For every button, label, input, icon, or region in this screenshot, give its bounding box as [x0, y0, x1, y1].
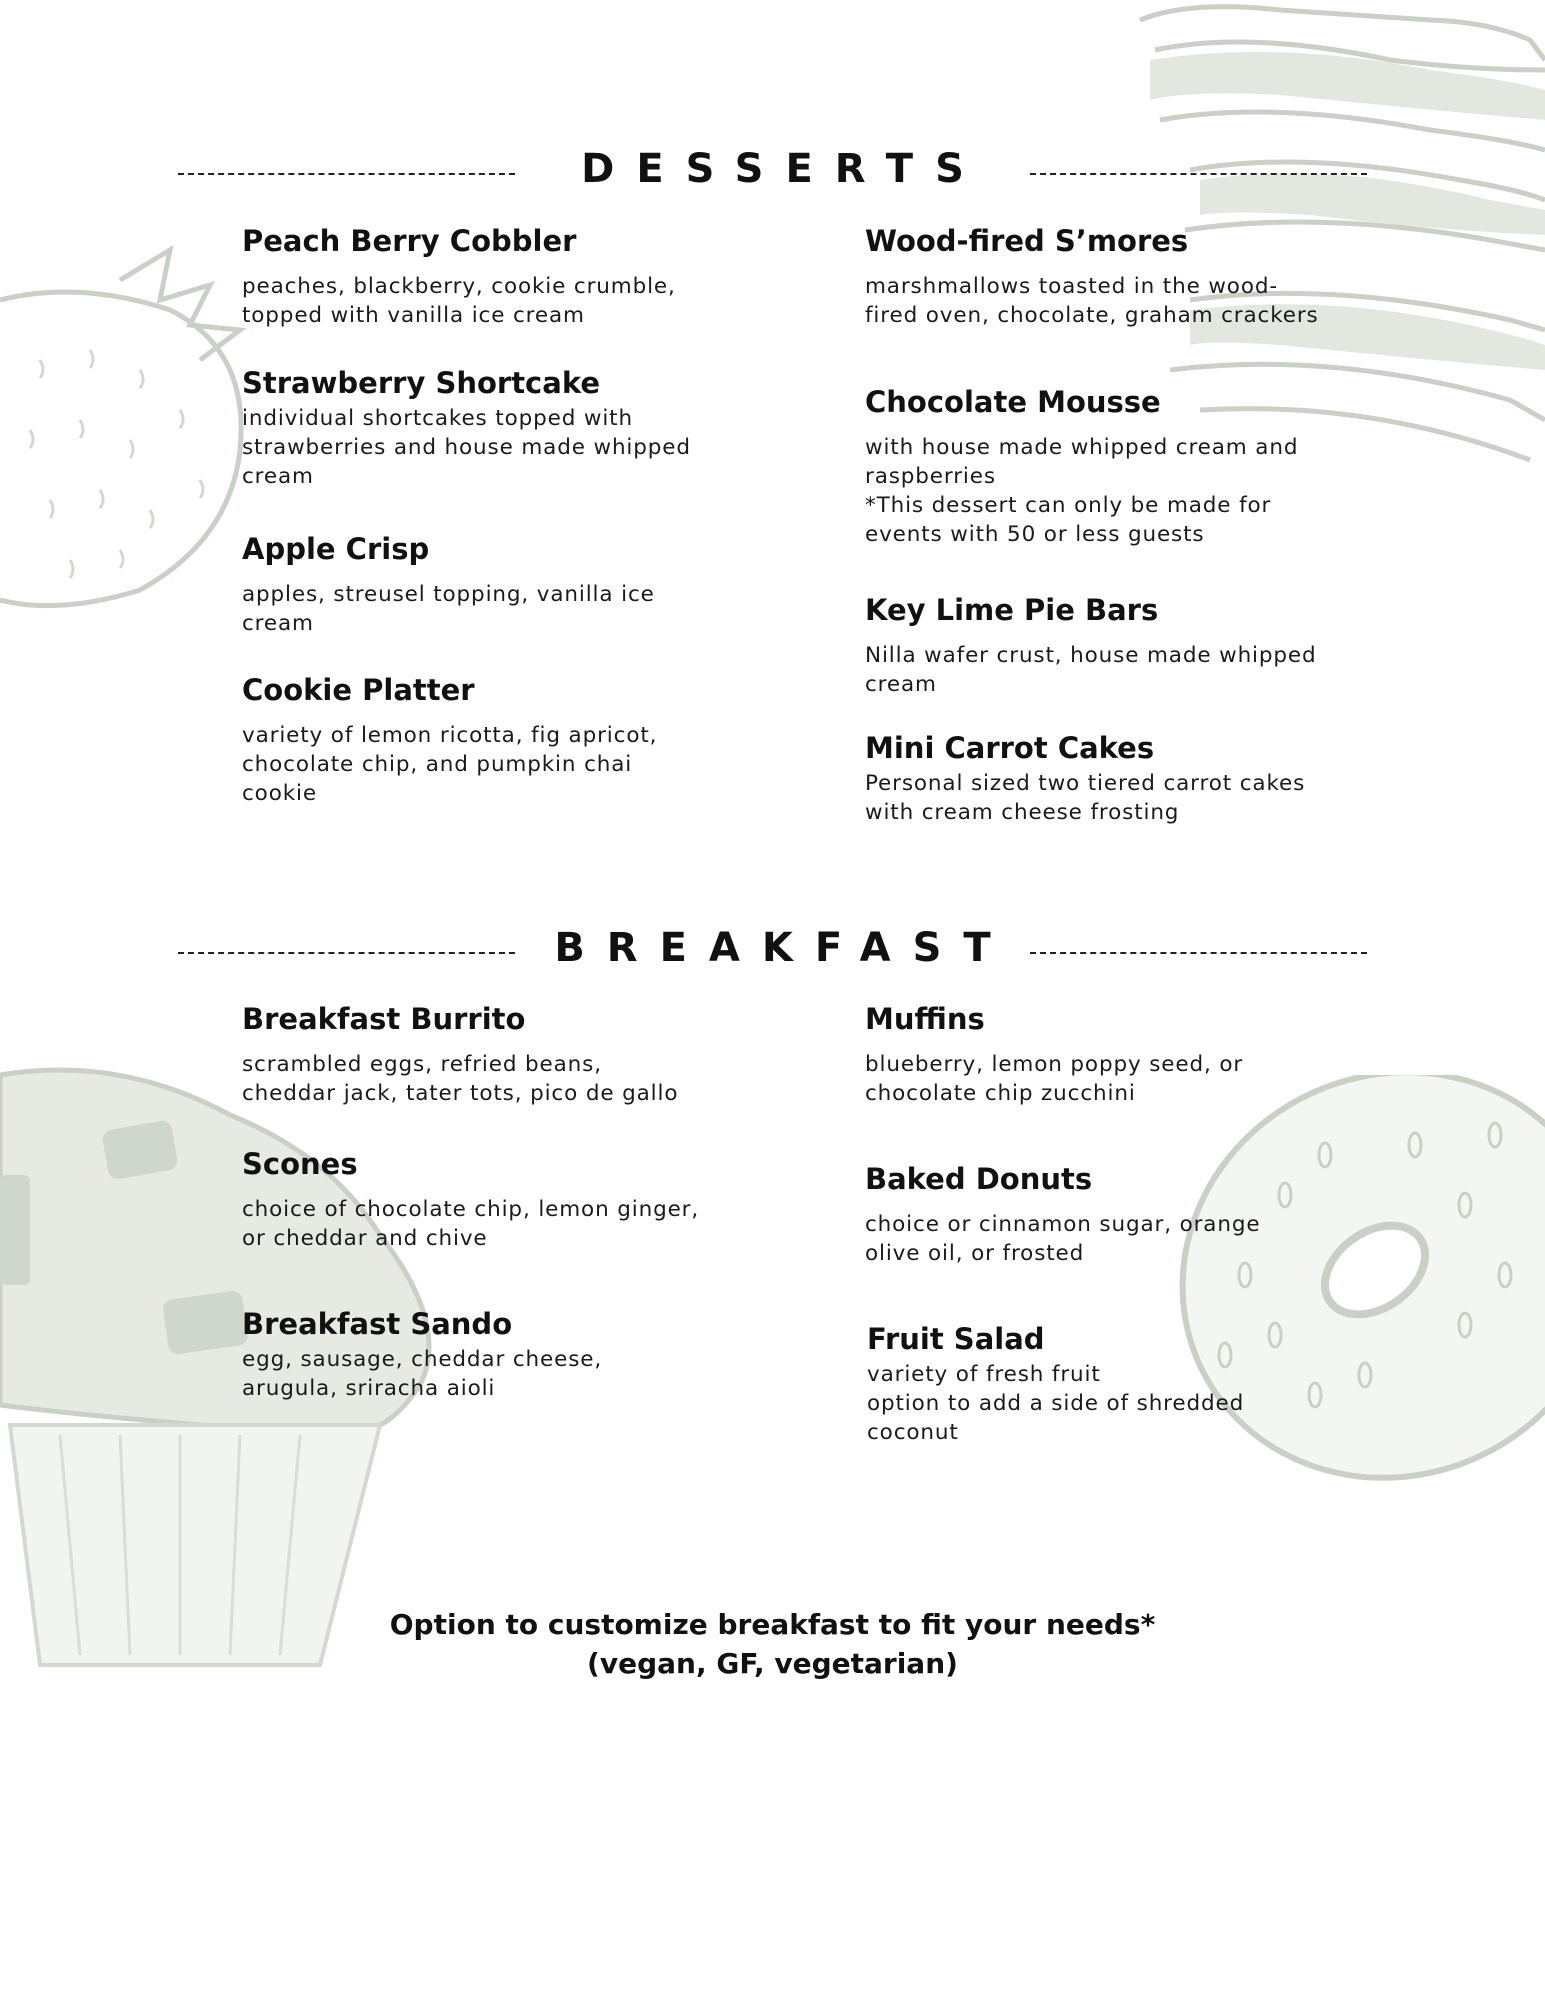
item-name: Cookie Platter	[242, 673, 475, 707]
menu-item	[865, 591, 1365, 699]
customize-note	[0, 1605, 1545, 1683]
item-description: Nilla wafer crust, house made whipped cream	[865, 643, 1317, 697]
menu-item	[242, 222, 742, 330]
item-description: scrambled eggs, refried beans, cheddar jack, tater tots, pico de gallo	[242, 1052, 679, 1106]
customize-note-line1: Option to customize breakfast to fit your needs*	[389, 1608, 1156, 1641]
item-description: blueberry, lemon poppy seed, or chocolate chip zucchini	[865, 1052, 1244, 1106]
strawberry-illustration	[0, 240, 270, 610]
item-name: Chocolate Mousse	[865, 385, 1161, 419]
desserts-title: DESSERTS	[581, 146, 986, 192]
item-description: variety of fresh fruit option to add a side of shredded coconut	[867, 1362, 1245, 1445]
breakfast-title: BREAKFAST	[554, 925, 1013, 971]
item-description: with house made whipped cream and raspberries *This dessert can only be made for events with 50 or less guests	[865, 435, 1299, 547]
menu-item	[242, 1000, 742, 1108]
item-name: Fruit Salad	[867, 1322, 1045, 1356]
item-name: Peach Berry Cobbler	[242, 224, 577, 258]
item-description: individual shortcakes topped with strawberries and house made whipped cream	[242, 406, 691, 489]
item-name: Wood-fired S’mores	[865, 224, 1189, 258]
item-name: Breakfast Sando	[242, 1307, 513, 1341]
menu-item	[865, 222, 1365, 330]
item-name: Baked Donuts	[865, 1162, 1093, 1196]
menu-item	[242, 364, 742, 491]
menu-item	[242, 671, 742, 808]
menu-item	[242, 1305, 742, 1403]
item-description: variety of lemon ricotta, fig apricot, chocolate chip, and pumpkin chai cookie	[242, 723, 658, 806]
item-description: egg, sausage, cheddar cheese, arugula, sriracha aioli	[242, 1347, 603, 1401]
item-description: marshmallows toasted in the wood- fired oven, chocolate, graham crackers	[865, 274, 1319, 328]
divider-right	[1030, 952, 1367, 954]
item-name: Breakfast Burrito	[242, 1002, 526, 1036]
item-description: choice of chocolate chip, lemon ginger, or cheddar and chive	[242, 1197, 700, 1251]
menu-item	[865, 729, 1365, 827]
item-name: Strawberry Shortcake	[242, 366, 600, 400]
customize-note-line2: (vegan, GF, vegetarian)	[587, 1647, 958, 1680]
desserts-header	[0, 142, 1545, 202]
item-name: Apple Crisp	[242, 532, 430, 566]
menu-item	[865, 1160, 1365, 1268]
menu-item	[865, 1000, 1365, 1108]
item-description: peaches, blackberry, cookie crumble, topped with vanilla ice cream	[242, 274, 676, 328]
menu-item	[242, 530, 742, 638]
menu-item	[865, 383, 1365, 549]
menu-item	[867, 1320, 1367, 1447]
item-name: Scones	[242, 1147, 358, 1181]
item-name: Mini Carrot Cakes	[865, 731, 1155, 765]
item-name: Key Lime Pie Bars	[865, 593, 1159, 627]
item-description: Personal sized two tiered carrot cakes with cream cheese frosting	[865, 771, 1306, 825]
breakfast-header	[0, 921, 1545, 981]
menu-item	[242, 1145, 742, 1253]
item-name: Muffins	[865, 1002, 985, 1036]
item-description: choice or cinnamon sugar, orange olive oil, or frosted	[865, 1212, 1261, 1266]
divider-right	[1030, 173, 1367, 175]
item-description: apples, streusel topping, vanilla ice cream	[242, 582, 655, 636]
